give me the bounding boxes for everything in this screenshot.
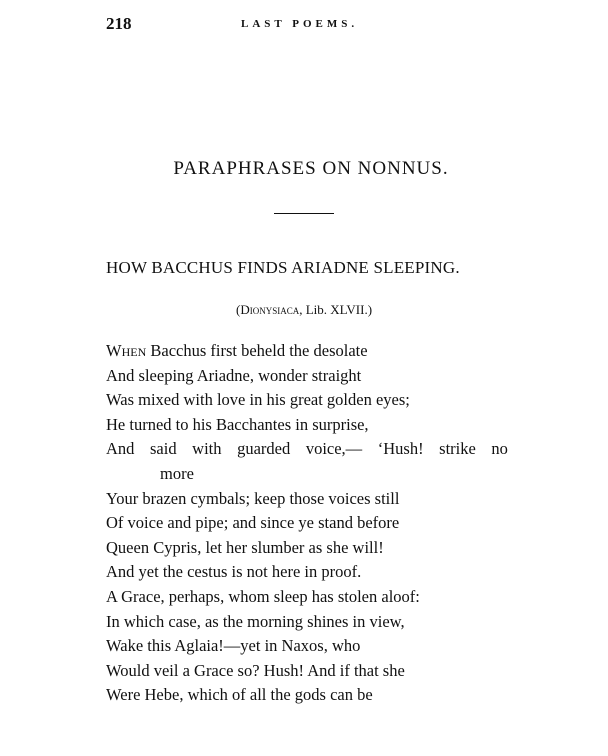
poem-line: Wake this Aglaia!—yet in Naxos, who (106, 636, 361, 656)
poem-word: with (192, 439, 222, 459)
poem-line: Were Hebe, which of all the gods can be (106, 685, 373, 705)
poem-line: And sleeping Ariadne, wonder straight (106, 365, 362, 385)
poem-source-rest: , Lib. XLVII.) (299, 302, 373, 317)
poem-line: He turned to his Bacchantes in surprise, (106, 414, 369, 434)
poem-line-continuation: more (160, 463, 194, 483)
section-title: PARAPHRASES ON NONNUS. (173, 158, 449, 179)
poem-word: And (106, 439, 135, 459)
poem-first-word: When (106, 341, 147, 360)
poem-source-open: ( (235, 302, 241, 317)
poem-word: no (491, 439, 508, 459)
poem-line: And yet the cestus is not here in proof. (106, 562, 362, 582)
poem-word: strike (439, 439, 476, 459)
poem-first-line-rest: Bacchus first beheld the desolate (146, 341, 368, 360)
page-header (0, 14, 608, 38)
poem-line: Was mixed with love in his great golden eyes; (106, 390, 410, 410)
running-title: LAST POEMS. (241, 18, 359, 30)
poem-line (106, 339, 516, 364)
poem-line: A Grace, perhaps, whom sleep has stolen aloof: (106, 586, 420, 606)
poem-line: Queen Cypris, let her slumber as she will! (106, 537, 384, 557)
poem-line (106, 437, 508, 462)
poem-title: HOW BACCHUS FINDS ARIADNE SLEEPING. (106, 258, 460, 277)
poem-word: ‘Hush! (377, 439, 424, 459)
poem-source-work: Dionysiaca (240, 302, 300, 317)
poem-line: Would veil a Grace so? Hush! And if that she (106, 660, 405, 680)
poem-line: Of voice and pipe; and since ye stand before (106, 513, 400, 533)
poem-body (106, 339, 516, 708)
poem-word: voice,— (305, 439, 363, 459)
poem-line: In which case, as the morning shines in view, (106, 611, 405, 631)
section-divider (274, 213, 334, 214)
page-number: 218 (106, 14, 132, 33)
poem-word: guarded (237, 439, 291, 459)
poem-source (0, 302, 608, 318)
poem-word: said (150, 439, 177, 459)
poem-line: Your brazen cymbals; keep those voices still (106, 488, 400, 508)
